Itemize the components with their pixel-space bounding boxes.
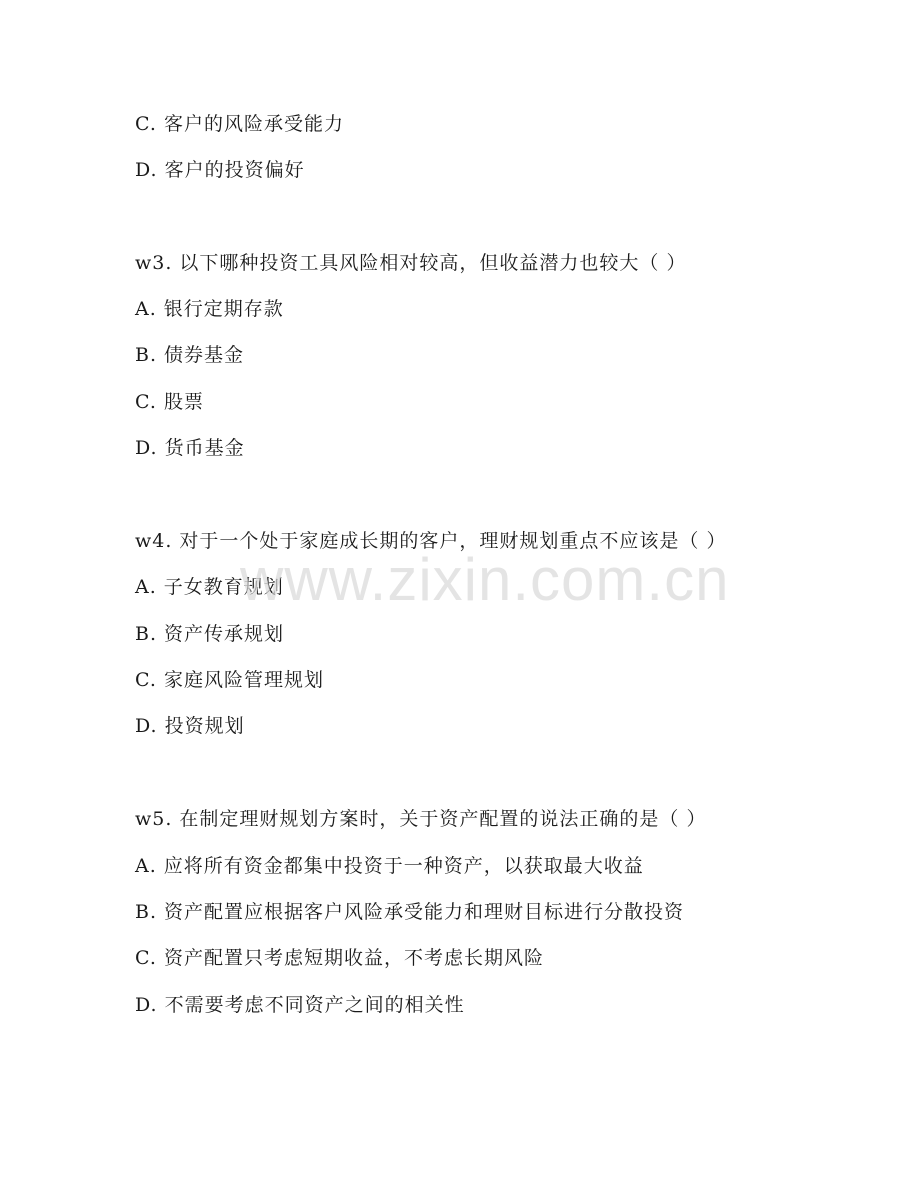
q3-option-a: A. 银行定期存款 [135, 298, 284, 320]
q5-option-a: A. 应将所有资金都集中投资于一种资产，以获取最大收益 [135, 855, 644, 877]
question-w5: w5. 在制定理财规划方案时，关于资产配置的说法正确的是（ ） [135, 808, 707, 830]
question-w3: w3. 以下哪种投资工具风险相对较高，但收益潜力也较大（ ） [135, 252, 687, 274]
q4-option-b: B. 资产传承规划 [135, 623, 285, 645]
q3-option-b: B. 债券基金 [135, 344, 245, 366]
watermark: www.zixin.com.cn [240, 546, 730, 613]
q5-option-b: B. 资产配置应根据客户风险承受能力和理财目标进行分散投资 [135, 901, 685, 923]
question-w4: w4. 对于一个处于家庭成长期的客户，理财规划重点不应该是（ ） [135, 530, 727, 552]
q4-option-a: A. 子女教育规划 [135, 576, 284, 598]
q2-option-d: D. 客户的投资偏好 [135, 159, 305, 181]
q4-option-c: C. 家庭风险管理规划 [135, 669, 324, 691]
q4-option-d: D. 投资规划 [135, 715, 245, 737]
q2-option-c: C. 客户的风险承受能力 [135, 113, 344, 135]
q3-option-c: C. 股票 [135, 391, 204, 413]
q5-option-d: D. 不需要考虑不同资产之间的相关性 [135, 994, 465, 1016]
q3-option-d: D. 货币基金 [135, 437, 245, 459]
q5-option-c: C. 资产配置只考虑短期收益，不考虑长期风险 [135, 947, 544, 969]
